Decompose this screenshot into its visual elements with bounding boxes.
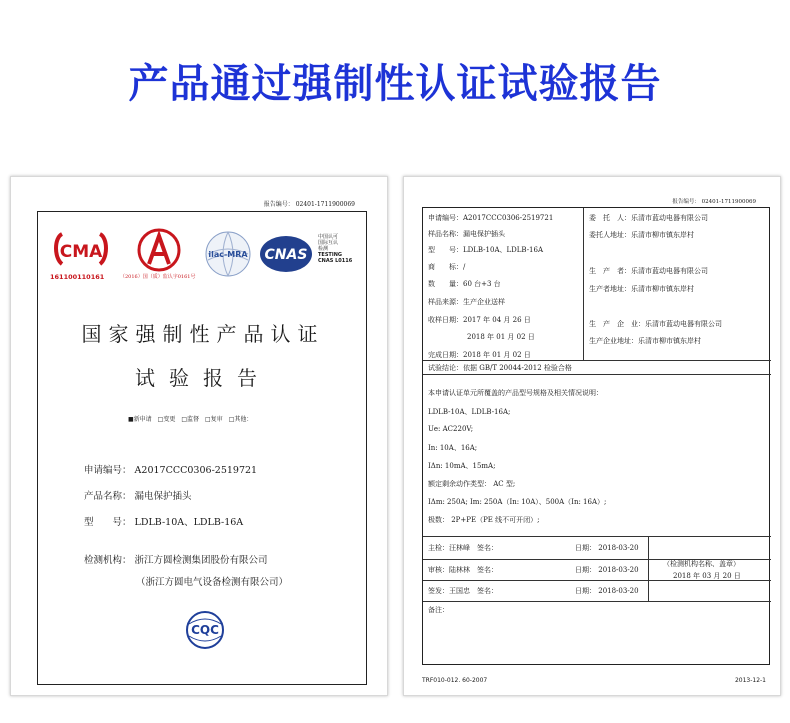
spec-line: LDLB-10A、LDLB-16A;: [428, 408, 511, 416]
spec-line: 极数： 2P+PE（PE 线不可开闭）;: [428, 516, 540, 524]
product-name: 漏电保护插头: [134, 491, 192, 502]
cnas-text: CNAS: [264, 247, 308, 263]
left-info-row: 商 标：/: [428, 263, 466, 271]
checkbox-new: ■新申请: [128, 416, 152, 423]
report-subtitle: 试验报告: [135, 366, 271, 390]
ilac-text: ilac-MRA: [208, 250, 248, 259]
logos-row: [48, 228, 360, 284]
left-info-row: 数 量：60 台+3 台: [428, 280, 501, 288]
right-info-row: 委 托 人：乐清市蓝动电器有限公司: [589, 214, 708, 222]
report-cover-page: [10, 176, 388, 696]
left-info-row: 样品名称：漏电保护插头: [428, 230, 505, 238]
cnas-caption: 中国认可 国际互认 检测 TESTING CNAS L0116: [318, 234, 353, 264]
cnas-logo: [258, 232, 314, 276]
test-conclusion: 试验结论：依据 GB/T 20044-2012 检验合格: [428, 364, 572, 372]
ilac-mra-logo: [204, 230, 252, 278]
right-info-row: 生 产 企 业：乐清市蓝动电器有限公司: [589, 320, 722, 328]
right-info-row: 生产企业地址：乐清市柳市镇东岸村: [589, 337, 701, 345]
stamp-text: （检测机构名称、盖章）: [663, 560, 740, 568]
sign-date: 日期： 2018-03-20: [575, 566, 639, 574]
sign-date: 日期： 2018-03-20: [575, 587, 639, 595]
sign-row-reviewer: 审核：陆林林 签名：: [428, 566, 498, 574]
report-title: 国家强制性产品认证: [81, 322, 325, 346]
right-info-row: 生产者地址：乐清市柳市镇东岸村: [589, 285, 694, 293]
left-info-row: 样品来源：生产企业送样: [428, 298, 505, 306]
spec-line: IΔm: 250A; Im: 250A（In: 10A）、500A（In: 16A）;: [428, 498, 607, 506]
sign-row-issuer: 签发：王国忠 签名：: [428, 587, 498, 595]
test-org-field: 检测机构： 浙江方圆检测集团股份有限公司: [84, 555, 268, 566]
cma-logo: [52, 228, 110, 272]
cal-logo-text: CAL: [157, 270, 161, 271]
product-name-field: 产品名称： 漏电保护插头: [84, 491, 192, 502]
detail-table: [422, 207, 770, 665]
stamp-date: 2018 年 03 月 20 日: [673, 572, 741, 580]
right-info-row: 委托人地址：乐清市柳市镇东岸村: [589, 231, 694, 239]
banner-title: 产品通过强制性认证试验报告: [128, 61, 662, 107]
spec-line: Ue: AC220V;: [428, 425, 474, 433]
application-no-field: 申请编号： A2017CCC0306-2519721: [84, 465, 258, 476]
model-field: 型 号： LDLB-10A、LDLB-16A: [84, 517, 244, 528]
cal-caption: （2016）国（质）监认字0161号: [120, 274, 196, 280]
right-info-row: 生 产 者：乐清市蓝动电器有限公司: [589, 267, 708, 275]
report-serial: 报告编号： 02401-1711900069: [263, 201, 355, 208]
left-info-row: 收样日期：2017 年 04 月 26 日: [428, 316, 531, 324]
spec-line: In: 10A、16A;: [428, 444, 478, 452]
left-info-row: 申请编号：A2017CCC0306-2519721: [428, 214, 554, 222]
sign-date: 日期： 2018-03-20: [575, 544, 639, 552]
model: LDLB-10A、LDLB-16A: [134, 517, 244, 528]
cover-border: [37, 211, 367, 685]
cal-logo: [134, 228, 184, 272]
left-info-row: 2018 年 01 月 02 日: [467, 333, 535, 341]
sign-row-inspector: 主检：汪林峰 签名：: [428, 544, 498, 552]
spec-line: 额定剩余动作类型： AC 型;: [428, 480, 516, 488]
cma-number: 161100110161: [50, 273, 105, 281]
test-org: 浙江方圆检测集团股份有限公司: [134, 555, 268, 566]
form-date: 2013-12-1: [734, 677, 766, 684]
remarks-label: 备注：: [428, 606, 449, 614]
checkbox-change: □变更: [157, 416, 176, 423]
form-code: TRF010-012. 60-2007: [422, 677, 488, 684]
application-no: A2017CCC0306-2519721: [134, 465, 258, 476]
spec-intro: 本申请认证单元所覆盖的产品型号规格及相关情况说明：: [428, 389, 603, 397]
cma-logo-text: CMA: [59, 242, 103, 262]
checkbox-other: □其他：: [228, 416, 253, 423]
left-info-row: 完成日期：2018 年 01 月 02 日: [428, 351, 531, 359]
left-info-row: 型 号：LDLB-10A、LDLB-16A: [428, 246, 544, 254]
test-org-sub: （浙江方圆电气设备检测有限公司）: [136, 577, 289, 588]
application-type-checkboxes: [128, 414, 252, 423]
checkbox-supervision: □监督: [181, 416, 200, 423]
spec-line: IΔn: 10mA、15mA;: [428, 462, 496, 470]
cqc-text: CQC: [191, 623, 219, 637]
checkbox-review: □复审: [205, 416, 223, 423]
cqc-logo: [180, 610, 230, 650]
report-serial: 报告编号： 02401-1711900069: [672, 199, 756, 205]
report-detail-page: [403, 176, 781, 696]
